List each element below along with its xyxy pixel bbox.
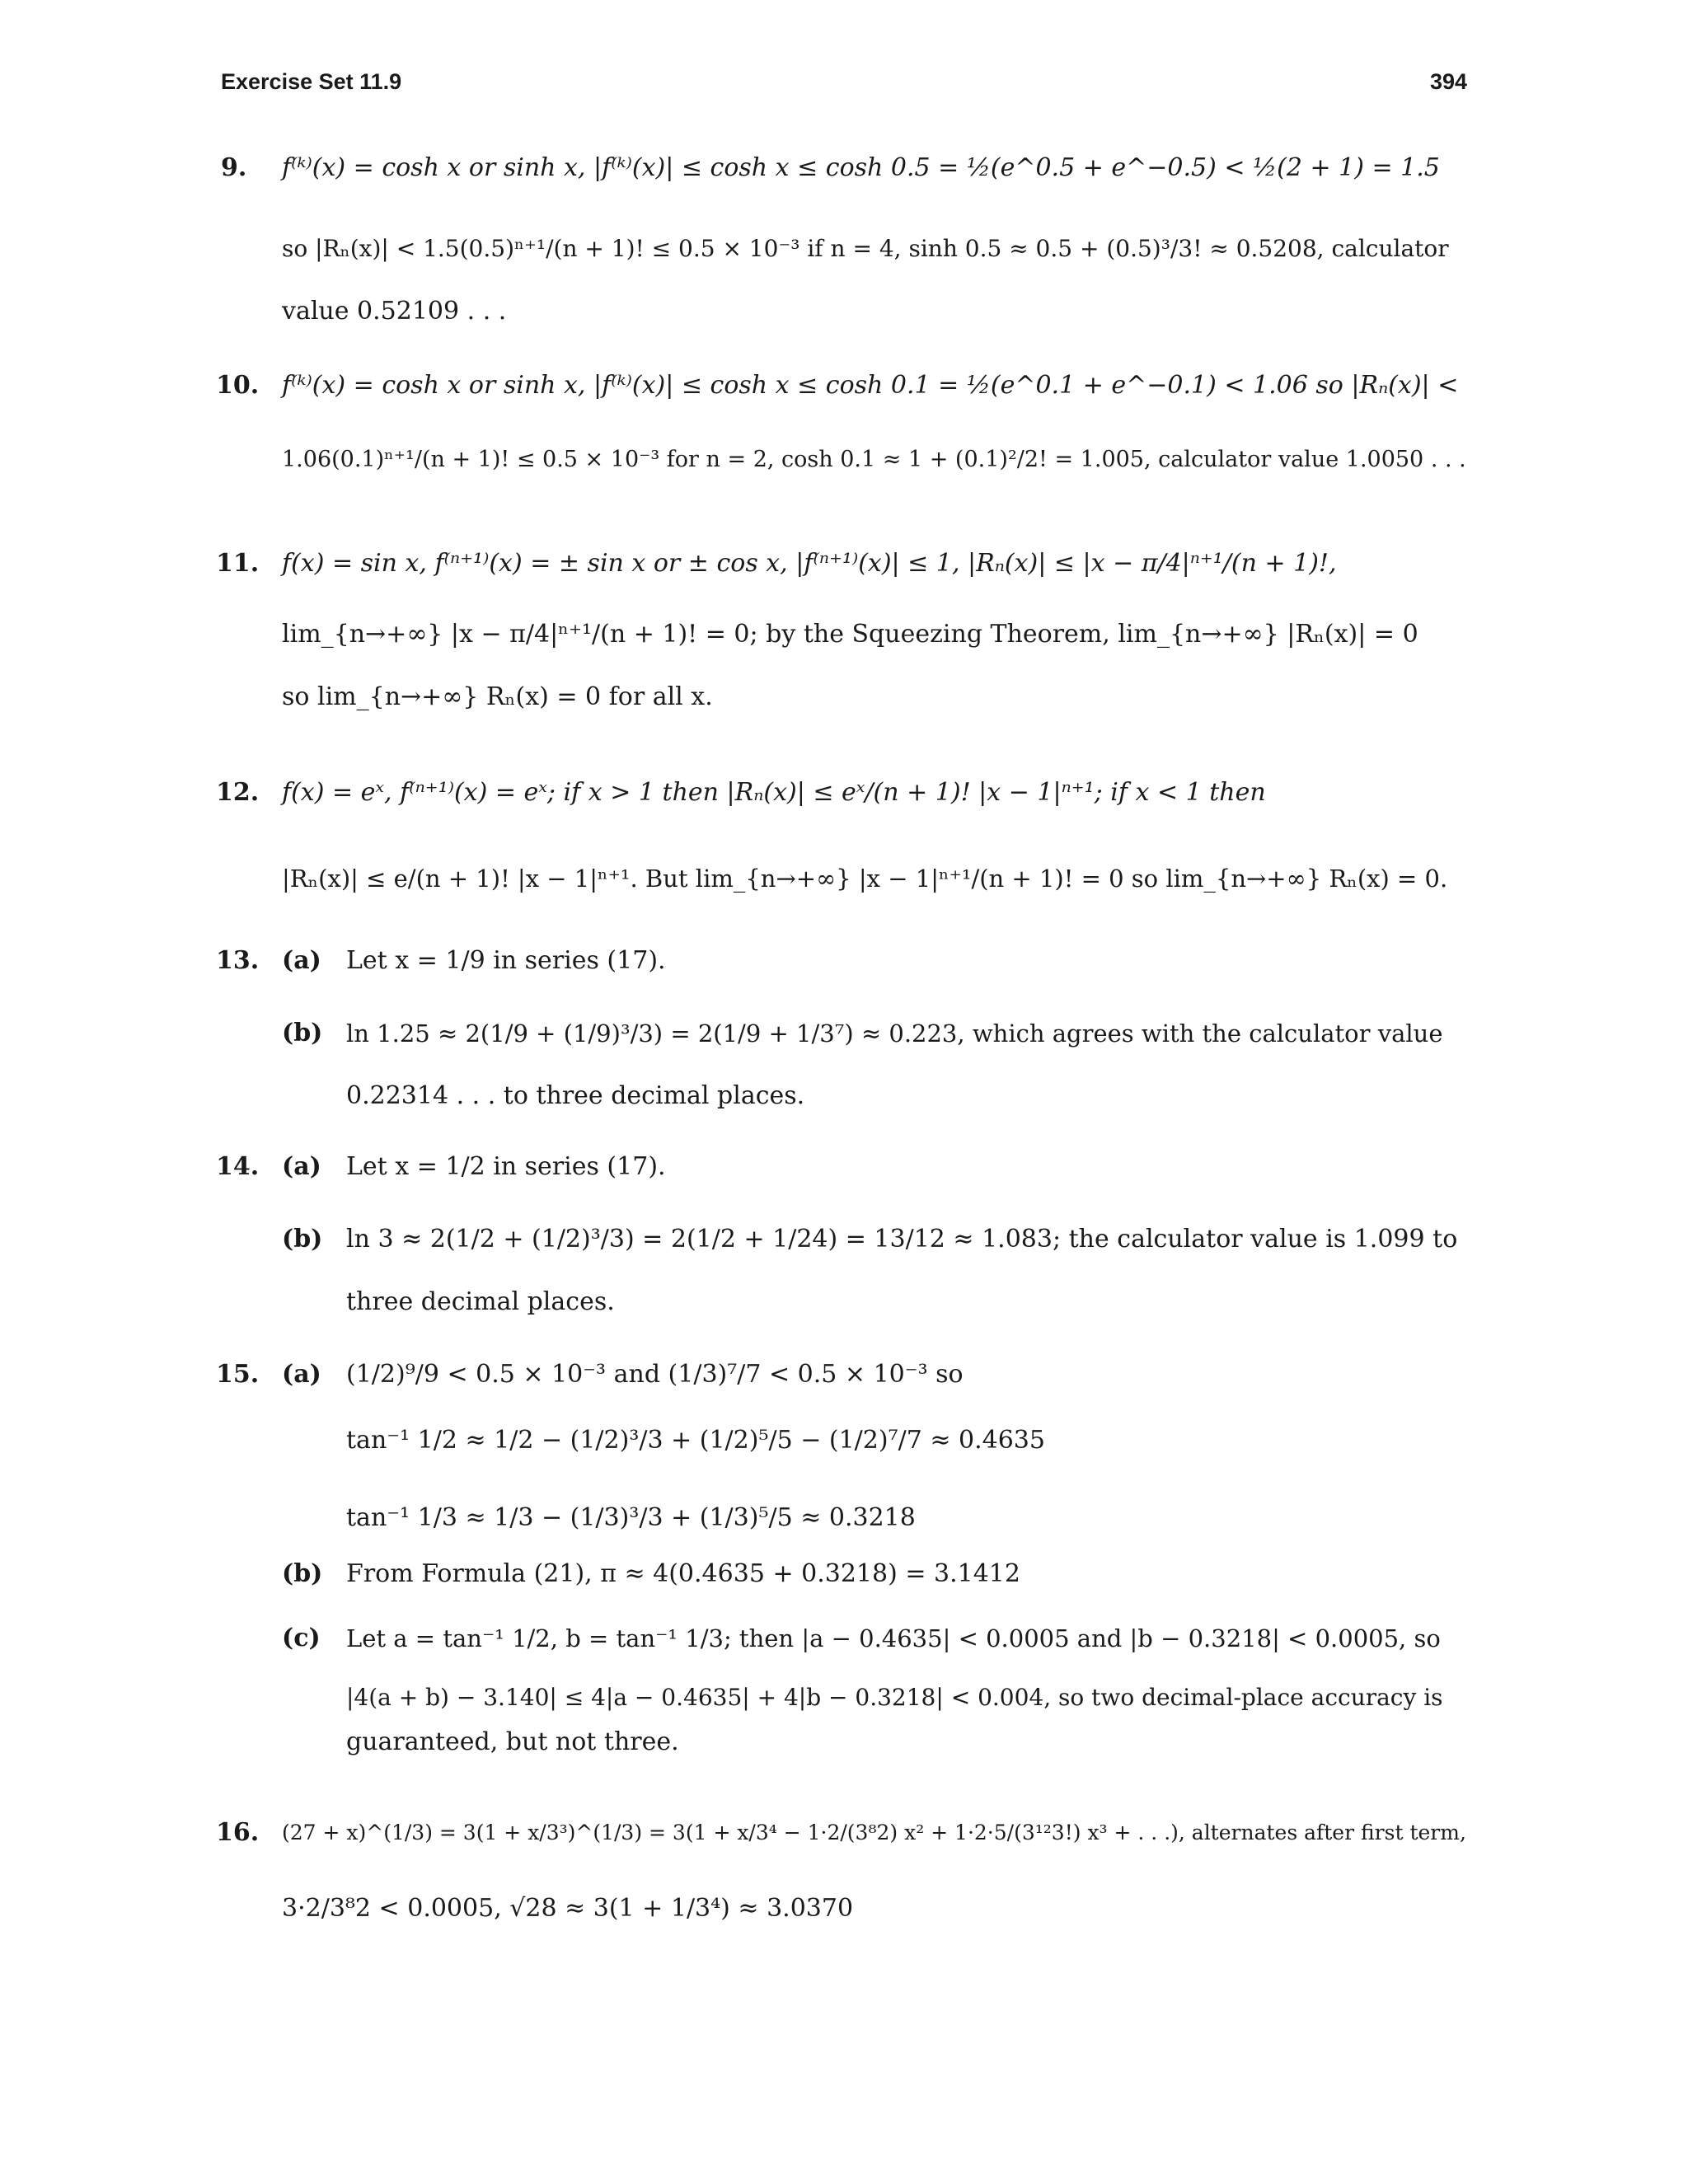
exercise-text-line: f⁽ᵏ⁾(x) = cosh x or sinh x, |f⁽ᵏ⁾(x)| ≤ cosh x ≤ cosh 0.1 = ½(e^0.1 + e^−0.1) < 1.06 so |Rₙ(x)| <: [282, 371, 1459, 400]
exercise-text-line: Let x = 1/2 in series (17).: [346, 1152, 666, 1181]
exercise-number: 16.: [216, 1818, 260, 1847]
part-label: (a): [282, 946, 321, 975]
exercise-text-line: Let a = tan⁻¹ 1/2, b = tan⁻¹ 1/3; then |a − 0.4635| < 0.0005 and |b − 0.3218| < 0.0005, so: [346, 1624, 1441, 1652]
exercise-number: 10.: [216, 371, 260, 400]
exercise-text-line: |Rₙ(x)| ≤ e/(n + 1)! |x − 1|ⁿ⁺¹. But lim_{n→+∞} |x − 1|ⁿ⁺¹/(n + 1)! = 0 so lim_{n→+∞} Rₙ(x) = 0.: [282, 865, 1448, 893]
exercise-number: 15.: [216, 1360, 260, 1389]
part-label: (b): [282, 1225, 323, 1254]
exercise-text-line: tan⁻¹ 1/2 ≈ 1/2 − (1/2)³/3 + (1/2)⁵/5 − (1/2)⁷/7 ≈ 0.4635: [346, 1426, 1045, 1455]
exercise-text-line: f(x) = sin x, f⁽ⁿ⁺¹⁾(x) = ± sin x or ± cos x, |f⁽ⁿ⁺¹⁾(x)| ≤ 1, |Rₙ(x)| ≤ |x − π/4|ⁿ⁺¹/(n + 1)!,: [282, 549, 1337, 578]
exercise-text-line: value 0.52109 . . .: [282, 297, 507, 326]
exercise-text-line: Let x = 1/9 in series (17).: [346, 946, 666, 975]
exercise-number: 11.: [216, 549, 260, 578]
exercise-text-line: f⁽ᵏ⁾(x) = cosh x or sinh x, |f⁽ᵏ⁾(x)| ≤ cosh x ≤ cosh 0.5 = ½(e^0.5 + e^−0.5) < ½(2 + 1) = 1.5: [282, 153, 1440, 182]
part-label: (b): [282, 1559, 323, 1588]
exercise-text-line: |4(a + b) − 3.140| ≤ 4|a − 0.4635| + 4|b − 0.3218| < 0.004, so two decimal-place accuracy is: [346, 1684, 1443, 1711]
exercise-text-line: ln 3 ≈ 2(1/2 + (1/2)³/3) = 2(1/2 + 1/24) = 13/12 ≈ 1.083; the calculator value is 1.099 to: [346, 1225, 1458, 1254]
exercise-text-line: 1.06(0.1)ⁿ⁺¹/(n + 1)! ≤ 0.5 × 10⁻³ for n = 2, cosh 0.1 ≈ 1 + (0.1)²/2! = 1.005, calculator value 1.0050 . . .: [282, 447, 1466, 472]
exercise-text-line: (1/2)⁹/9 < 0.5 × 10⁻³ and (1/3)⁷/7 < 0.5 × 10⁻³ so: [346, 1360, 964, 1389]
exercise-number: 12.: [216, 778, 260, 807]
exercise-text-line: From Formula (21), π ≈ 4(0.4635 + 0.3218) = 3.1412: [346, 1559, 1020, 1588]
exercise-text-line: tan⁻¹ 1/3 ≈ 1/3 − (1/3)³/3 + (1/3)⁵/5 ≈ 0.3218: [346, 1503, 916, 1532]
exercise-number: 13.: [216, 946, 260, 975]
exercise-text-line: so |Rₙ(x)| < 1.5(0.5)ⁿ⁺¹/(n + 1)! ≤ 0.5 × 10⁻³ if n = 4, sinh 0.5 ≈ 0.5 + (0.5)³/3! ≈ 0.5208, calculator: [282, 235, 1449, 262]
exercise-number: 9.: [221, 153, 247, 182]
page-number: 394: [1429, 69, 1467, 94]
exercise-text-line: (27 + x)^(1/3) = 3(1 + x/3³)^(1/3) = 3(1 + x/3⁴ − 1·2/(3⁸2) x² + 1·2·5/(3¹²3!) x³ + . . .), alternates after first term,: [282, 1821, 1466, 1844]
exercise-text-line: three decimal places.: [346, 1287, 615, 1316]
part-label: (c): [282, 1624, 321, 1652]
exercise-text-line: 3·2/3⁸2 < 0.0005, √28 ≈ 3(1 + 1/3⁴) ≈ 3.0370: [282, 1894, 854, 1923]
part-label: (b): [282, 1019, 323, 1047]
part-label: (a): [282, 1152, 321, 1181]
exercise-text-line: lim_{n→+∞} |x − π/4|ⁿ⁺¹/(n + 1)! = 0; by the Squeezing Theorem, lim_{n→+∞} |Rₙ(x)| = 0: [282, 620, 1418, 649]
exercise-text-line: ln 1.25 ≈ 2(1/9 + (1/9)³/3) = 2(1/9 + 1/3⁷) ≈ 0.223, which agrees with the calculator value: [346, 1019, 1443, 1047]
exercise-text-line: guaranteed, but not three.: [346, 1727, 679, 1756]
exercise-text-line: f(x) = eˣ, f⁽ⁿ⁺¹⁾(x) = eˣ; if x > 1 then |Rₙ(x)| ≤ eˣ/(n + 1)! |x − 1|ⁿ⁺¹; if x < 1 then: [282, 778, 1266, 807]
exercise-text-line: 0.22314 . . . to three decimal places.: [346, 1081, 805, 1110]
exercise-number: 14.: [216, 1152, 260, 1181]
section-header: Exercise Set 11.9: [221, 69, 402, 94]
part-label: (a): [282, 1360, 321, 1389]
exercise-text-line: so lim_{n→+∞} Rₙ(x) = 0 for all x.: [282, 682, 713, 711]
